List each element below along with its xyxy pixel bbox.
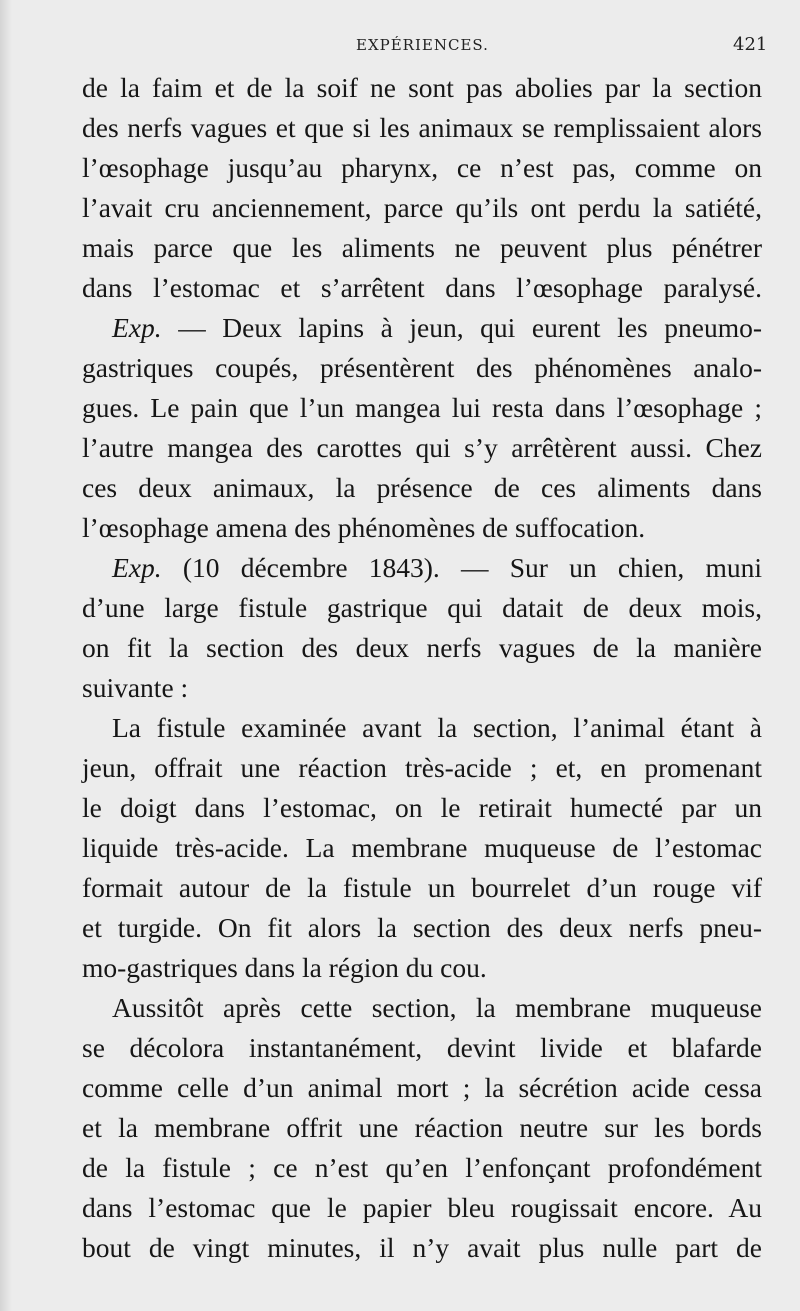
text-line: des nerfs vagues et que si les animaux se remplissaient alors: [82, 112, 762, 143]
text-line: d’une large fistule gastrique qui datait de deux mois,: [82, 592, 762, 623]
text-line: se décolora instantanément, devint livide et blafarde: [82, 1032, 762, 1063]
text-line: on fit la section des deux nerfs vagues de la manière: [82, 632, 762, 663]
text-line: et la membrane offrit une réaction neutre sur les bords: [82, 1112, 762, 1143]
page-header: [0, 32, 800, 60]
text-line: bout de vingt minutes, il n’y avait plus nulle part de: [82, 1232, 762, 1263]
text-line: gastriques coupés, présentèrent des phénomènes analo-: [82, 352, 762, 383]
text-line: comme celle d’un animal mort ; la sécrétion acide cessa: [82, 1072, 762, 1103]
text-line: dans l’estomac et s’arrêtent dans l’œsophage paralysé.: [82, 272, 762, 303]
text-line: et turgide. On fit alors la section des deux nerfs pneu-: [82, 912, 762, 943]
running-title: EXPÉRIENCES.: [356, 36, 489, 54]
text-line: La fistule examinée avant la section, l’animal étant à: [112, 712, 762, 743]
text-line: l’autre mangea des carottes qui s’y arrêtèrent aussi. Chez: [82, 432, 762, 463]
text-line: mo-gastriques dans la région du cou.: [82, 952, 487, 983]
page-gutter-shadow: [0, 0, 12, 1311]
text-line-exp: [112, 308, 762, 348]
text-line: liquide très-acide. La membrane muqueuse de l’estomac: [82, 832, 762, 863]
text-line: Aussitôt après cette section, la membrane muqueuse: [112, 992, 762, 1023]
text-line: de la faim et de la soif ne sont pas abolies par la section: [82, 72, 762, 103]
text-line: ces deux animaux, la présence de ces aliments dans: [82, 472, 762, 503]
text-line: l’œsophage jusqu’au pharynx, ce n’est pas, comme on: [82, 152, 762, 183]
text-line-rest: (10 décembre 1843). — Sur un chien, muni: [182, 552, 762, 583]
text-line: mais parce que les aliments ne peuvent plus pénétrer: [82, 232, 762, 263]
text-line: formait autour de la fistule un bourrelet d’un rouge vif: [82, 872, 762, 903]
text-line: gues. Le pain que l’un mangea lui resta dans l’œsophage ;: [82, 392, 762, 423]
text-line: suivante :: [82, 672, 189, 703]
text-line: de la fistule ; ce n’est qu’en l’enfonçant profondément: [82, 1152, 762, 1183]
text-line: l’avait cru anciennement, parce qu’ils ont perdu la satiété,: [82, 192, 762, 223]
exp-label: Exp.: [112, 552, 162, 583]
text-line-exp: [112, 548, 762, 588]
text-line: le doigt dans l’estomac, on le retirait humecté par un: [82, 792, 762, 823]
text-line: l’œsophage amena des phénomènes de suffocation.: [82, 512, 646, 543]
exp-label: Exp.: [112, 312, 162, 343]
text-line-rest: — Deux lapins à jeun, qui eurent les pneumo-: [178, 312, 762, 343]
text-line: jeun, offrait une réaction très-acide ; et, en promenant: [82, 752, 762, 783]
page-number: 421: [733, 34, 768, 55]
text-line: dans l’estomac que le papier bleu rougissait encore. Au: [82, 1192, 762, 1223]
